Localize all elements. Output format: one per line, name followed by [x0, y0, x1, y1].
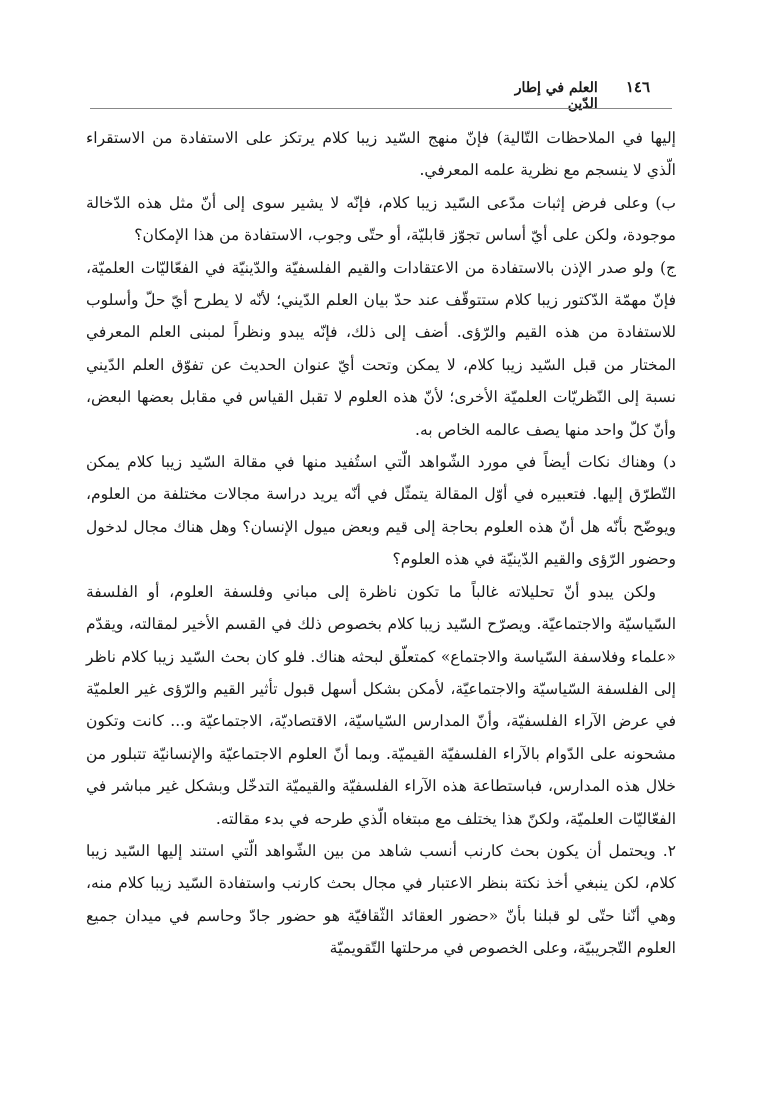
paragraph-text: ولكن يبدو أنّ تحليلاته غالباً ما تكون ناظرة إلى مباني وفلسفة العلوم، أو الفلسفة السّياسيّة والاجتماعيّة. ويصرّح السّيد زيبا كلام بخصوص ذلك في القسم الأخير لمقالته، ويقدّم «علماء وفلاسفة السّياسة والاجتماع» كمتعلّق لبحثه هناك. فلو كان بحث السّيد زيبا كلام ناظر إلى الفلسفة السّياسيّة والاجتماعيّة، لأمكن بشكل أسهل قبول تأثير القيم والرّؤى غير العلميّة في عرض الآراء الفلسفيّة، وأنّ المدارس السّياسيّة، الاقتصاديّة، الاجتماعيّة و... كانت وتكون مشحونه على الدّوام بالآراء الفلسفيّة القيميّة. وبما أنّ العلوم الاجتماعيّة والإنسانيّة تتبلور من خلال هذه المدارس، فباستطاعة هذه الآراء الفلسفيّة والقيميّة التدخّل وبشكل غير مباشر في الفعّاليّات العلميّة، ولكنّ هذا يختلف مع مبتغاه الّذي طرحه في بدء مقالته. — [86, 582, 676, 828]
paragraph-point-2 — [86, 835, 676, 965]
body-text — [86, 122, 676, 965]
paragraph-analysis — [86, 576, 676, 835]
paragraph-text: ج) ولو صدر الإذن بالاستفادة من الاعتقادات والقيم الفلسفيّة والدّينيّة في الفعّاليّات العلميّة، فإنّ مهمّة الدّكتور زيبا كلام ستتوقّف عند حدّ بيان العلم الدّيني؛ لأنّه لا يطرح أيّ حلّ وأسلوب للاستفادة من هذه القيم والرّؤى. أضف إلى ذلك، فإنّه يبدو ونظراً لمبنى العلم المعرفي المختار من قبل السّيد زيبا كلام، لا يمكن وتحت أيّ عنوان الحديث عن تفوّق العلم الدّيني نسبة إلى النّظريّات العلميّة الأخرى؛ لأنّ هذه العلوم لا تقبل القياس في مقابل بعضها البعض، وأنّ كلّ واحد منها يصف عالمه الخاص به. — [86, 258, 676, 439]
paragraph-point-d — [86, 446, 676, 576]
page-number: ١٤٦ — [625, 78, 650, 96]
paragraph-point-b — [86, 187, 676, 252]
running-title: العلم في إطار الدّين — [514, 80, 598, 112]
paragraph-text: ٢. ويحتمل أن يكون بحث كارنب أنسب شاهد من بين الشّواهد الّتي استند إليها السّيد زيبا كلام، لكن ينبغي أخذ نكتة بنظر الاعتبار في مجال بحث كارنب واستفادة السّيد زيبا كلام منه، وهي أنّنا حتّى لو قبلنا بأنّ «حضور العقائد الثّقافيّة هو حضور جادّ وحاسم في ميدان جميع العلوم التّجريبيّة، وعلى الخصوص في مرحلتها التّقويميّة — [86, 841, 676, 958]
paragraph-continuation — [86, 122, 676, 187]
header-divider — [90, 108, 672, 109]
running-header — [490, 78, 650, 112]
paragraph-text: إليها في الملاحظات التّالية) فإنّ منهج السّيد زيبا كلام يرتكز على الاستفادة من الاستقراء الّذي لا ينسجم مع نظرية علمه المعرفي. — [86, 129, 676, 180]
paragraph-text: ب) وعلى فرض إثبات مدّعى السّيد زيبا كلام، فإنّه لا يشير سوى إلى أنّ مثل هذه الدّخالة موجودة، ولكن على أيّ أساس تجوّز قابليّة، أو حتّى وجوب، الاستفادة من هذا الإمكان؟ — [86, 193, 676, 245]
paragraph-point-c — [86, 252, 676, 446]
paragraph-text: د) وهناك نكات أيضاً في مورد الشّواهد الّتي استُفيد منها في مقالة السّيد زيبا كلام يمكن التّطرّق إليها. فتعبيره في أوّل المقالة يتمثّل في أنّه يريد دراسة مجالات مختلفة من العلوم، ويوضّح بأنّه هل أنّ هذه العلوم بحاجة إلى قيم وبعض ميول الإنسان؟ وهل هناك مجال لدخول وحضور الرّؤى والقيم الدّينيّة في هذه العلوم؟ — [86, 453, 676, 569]
